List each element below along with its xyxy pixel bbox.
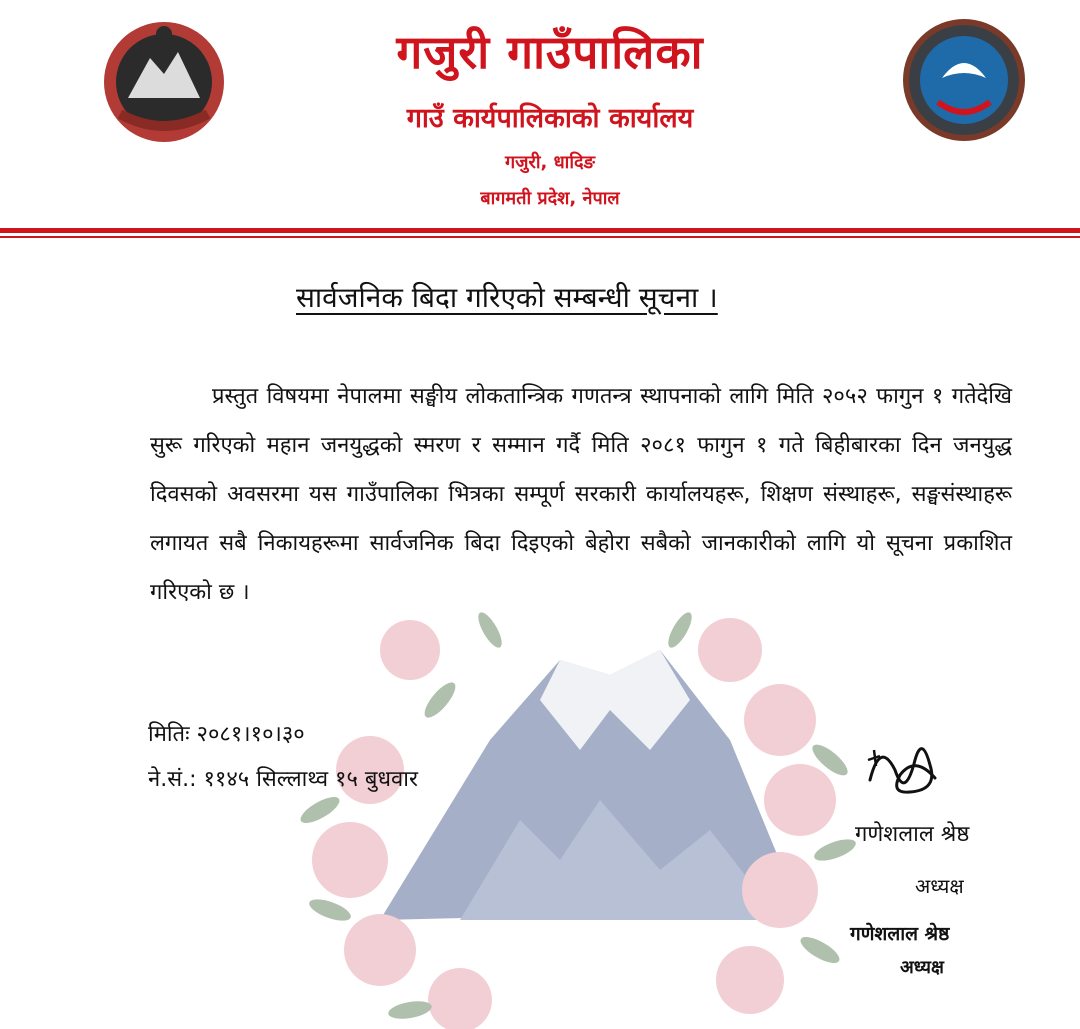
header-divider — [0, 228, 1080, 233]
stamp-name: गणेशलाल श्रेष्ठ — [850, 923, 950, 945]
mountain-rhododendron-watermark — [260, 590, 880, 1029]
notice-body: प्रस्तुत विषयमा नेपालमा सङ्घीय लोकतान्त्रिक गणतन्त्र स्थापनाको लागि मिति २०५२ फागुन १ गतेदेखि सुरू गरिएको महान जनयुद्धको स्मरण र सम्मान गर्दै मिति २०८१ फागुन १ गते बिहीबारका दिन जनयुद्ध दिवसको अवसरमा यस गाउँपालिका भित्रका सम्पूर्ण सरकारी कार्यालयहरू, शिक्षण संस्थाहरू, सङ्घसंस्थाहरू लगायत सबै निकायहरूमा सार्वजनिक बिदा दिइएको बेहोरा सबैको जानकारीको लागि यो सूचना प्रकाशित गरिएको छ । — [150, 384, 1012, 605]
notice-subject: सार्वजनिक बिदा गरिएको सम्बन्धी सूचना । — [296, 281, 718, 314]
header-divider-thin — [0, 236, 1080, 238]
signatory-name: गणेशलाल श्रेष्ठ — [855, 822, 970, 847]
signature-icon — [860, 730, 945, 810]
nepal-emblem-icon — [100, 18, 228, 146]
office-name: गाउँ कार्यपालिकाको कार्यालय — [406, 103, 694, 134]
stamp-title: अध्यक्ष — [900, 957, 944, 978]
municipality-logo-icon — [902, 18, 1026, 142]
place-name: गजुरी, धादिङ — [504, 152, 596, 173]
municipality-name: गजुरी गाउँपालिका — [396, 25, 704, 79]
signatory-title: अध्यक्ष — [915, 874, 964, 898]
date-bikram-sambat: मितिः २०८१।१०।३० — [148, 722, 305, 747]
address: बागमती प्रदेश, नेपाल — [480, 188, 620, 209]
date-nepal-sambat: ने.सं.: ११४५ सिल्लाथ्व १५ बुधवार — [148, 767, 418, 792]
